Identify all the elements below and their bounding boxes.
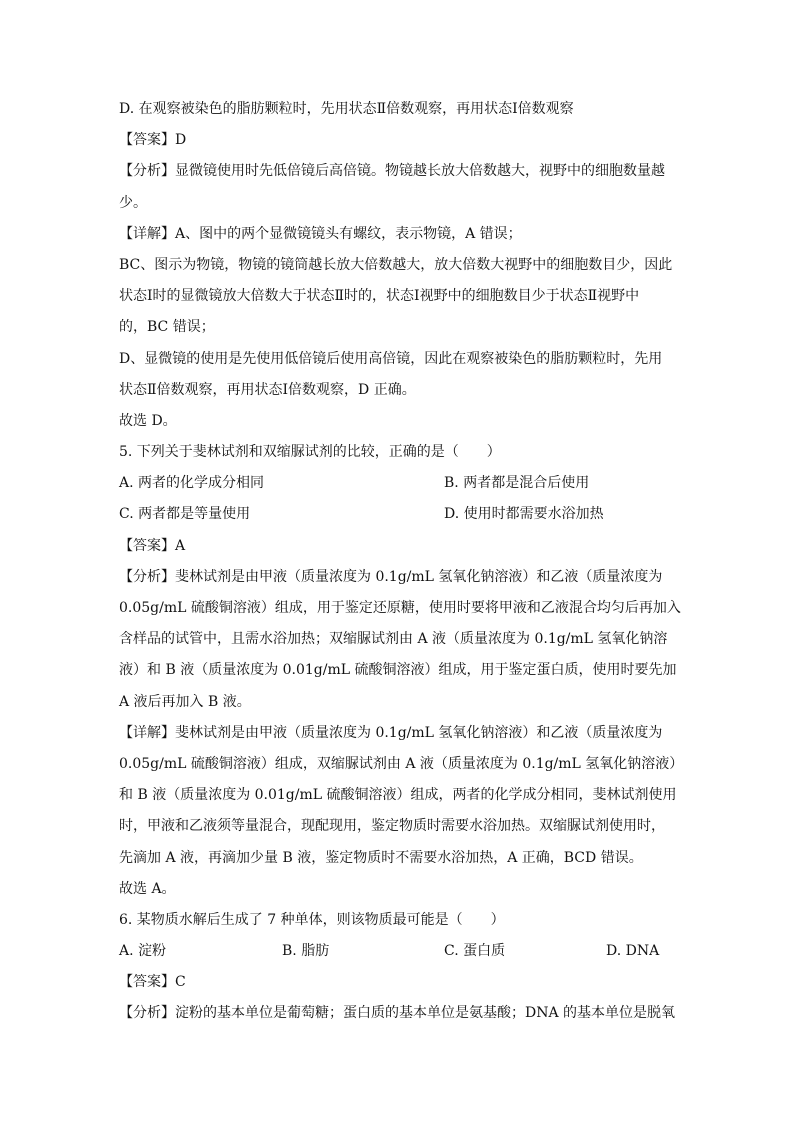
q5-option-a: A. 两者的化学成分相同 [119, 475, 265, 492]
q5-detail-line-4: 时，甲液和乙液须等量混合，现配现用，鉴定物质时需要水浴加热。双缩脲试剂使用时， [119, 818, 665, 835]
q4-detail-line-2: BC、图示为物镜，物镜的镜筒越长放大倍数越大，放大倍数大视野中的细胞数目少，因此 [119, 256, 673, 273]
q5-analysis-line-3: 含样品的试管中，且需水浴加热；双缩脲试剂由 A 液（质量浓度为 0.1g/mL 氢氧化钠溶 [119, 631, 668, 648]
document-page [119, 99, 684, 1035]
q5-option-d: D. 使用时都需要水浴加热 [444, 506, 604, 523]
q5-conclusion: 故选 A。 [119, 880, 176, 897]
q4-detail-line-1: 【详解】A、图中的两个显微镜镜头有螺纹，表示物镜，A 错误； [119, 225, 522, 242]
q6-analysis-line-1: 【分析】淀粉的基本单位是葡萄糖；蛋白质的基本单位是氨基酸；DNA 的基本单位是脱氧 [119, 1005, 676, 1022]
q4-conclusion: 故选 D。 [119, 412, 177, 429]
q4-analysis-line-1: 【分析】显微镜使用时先低倍镜后高倍镜。物镜越长放大倍数越大，视野中的细胞数量越 [119, 163, 665, 180]
q5-analysis-line-1: 【分析】斐林试剂是由甲液（质量浓度为 0.1g/mL 氢氧化钠溶液）和乙液（质量浓度为 [119, 568, 663, 585]
q4-option-d: D. 在观察被染色的脂肪颗粒时，先用状态Ⅱ倍数观察，再用状态Ⅰ倍数观察 [119, 101, 574, 117]
q4-detail-line-3: 状态Ⅰ时的显微镜放大倍数大于状态Ⅱ时的，状态Ⅰ视野中的细胞数目少于状态Ⅱ视野中 [119, 288, 640, 305]
q5-analysis-line-2: 0.05g/mL 硫酸铜溶液）组成，用于鉴定还原糖，使用时要将甲液和乙液混合均匀后再加入 [119, 600, 681, 616]
q5-analysis-line-4: 液）和 B 液（质量浓度为 0.01g/mL 硫酸铜溶液）组成，用于鉴定蛋白质，使用时要先加 [119, 662, 677, 679]
q4-detail-line-6: 状态Ⅱ倍数观察，再用状态Ⅰ倍数观察，D 正确。 [119, 381, 416, 398]
q5-stem: 5. 下列关于斐林试剂和双缩脲试剂的比较，正确的是（ ） [119, 444, 501, 461]
q6-options-row [119, 941, 679, 961]
q6-option-b: B. 脂肪 [282, 943, 330, 960]
q6-answer: 【答案】C [119, 974, 186, 991]
q4-detail-line-4: 的，BC 错误； [119, 319, 215, 336]
q5-analysis-line-5: A 液后再加入 B 液。 [119, 693, 251, 710]
q6-option-c: C. 蛋白质 [444, 943, 506, 960]
q5-detail-line-5: 先滴加 A 液，再滴加少量 B 液，鉴定物质时不需要水浴加热，A 正确，BCD 错误。 [119, 849, 643, 866]
q5-options-row-2 [119, 504, 679, 524]
q4-analysis-line-2: 少。 [119, 194, 147, 211]
q4-detail-line-5: D、显微镜的使用是先使用低倍镜后使用高倍镜，因此在观察被染色的脂肪颗粒时，先用 [119, 350, 663, 367]
q4-answer: 【答案】D [119, 132, 187, 149]
q5-options-row-1 [119, 473, 679, 493]
q5-answer: 【答案】A [119, 537, 186, 554]
q5-option-b: B. 两者都是混合后使用 [444, 475, 590, 492]
q6-option-a: A. 淀粉 [119, 943, 167, 960]
q5-detail-line-1: 【详解】斐林试剂是由甲液（质量浓度为 0.1g/mL 氢氧化钠溶液）和乙液（质量浓度为 [119, 724, 663, 741]
q5-option-c: C. 两者都是等量使用 [119, 506, 251, 523]
q6-option-d: D. DNA [606, 943, 660, 960]
q6-stem: 6. 某物质水解后生成了 7 种单体，则该物质最可能是（ ） [119, 911, 505, 928]
q5-detail-line-2: 0.05g/mL 硫酸铜溶液）组成，双缩脲试剂由 A 液（质量浓度为 0.1g/mL 氢氧化钠溶液） [119, 755, 684, 772]
q5-detail-line-3: 和 B 液（质量浓度为 0.01g/mL 硫酸铜溶液）组成，两者的化学成分相同，斐林试剂使用 [119, 787, 677, 804]
